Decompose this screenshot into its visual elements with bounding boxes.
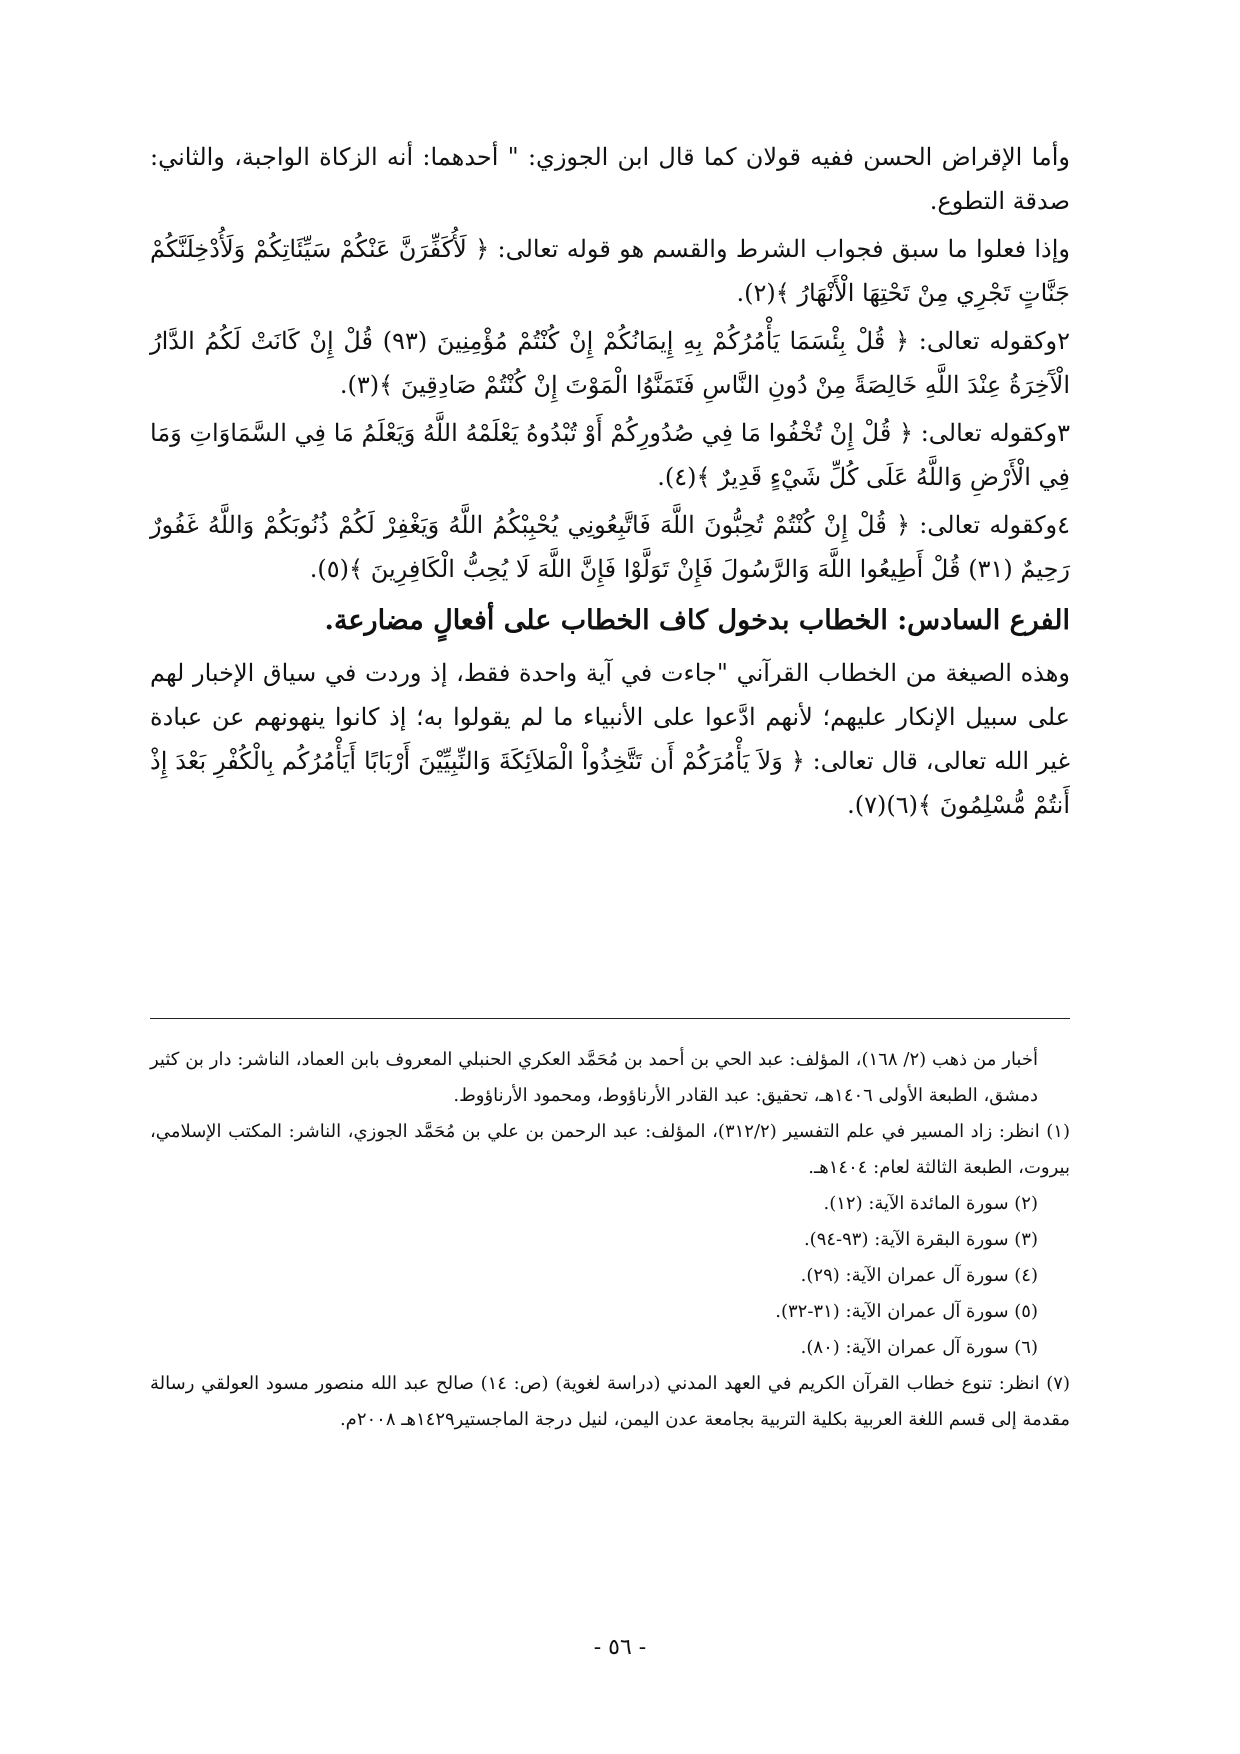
page-body bbox=[150, 135, 1070, 827]
page-number: - ٥٦ - bbox=[593, 1635, 647, 1660]
footnotes bbox=[150, 1042, 1070, 1438]
paragraph-example-3: ٣وكقوله تعالى: ﴿ قُلْ إِنْ تُخْفُوا مَا فِي صُدُورِكُمْ أَوْ تُبْدُوهُ يَعْلَمْهُ اللَّهُ وَيَعْلَمُ مَا فِي السَّمَاوَاتِ وَمَا فِي الْأَرْضِ وَاللَّهُ عَلَى كُلِّ شَيْءٍ قَدِيرٌ ﴾(٤). bbox=[150, 419, 1070, 491]
closing-text bbox=[150, 651, 1070, 827]
paragraph-condition-answer: وإذا فعلوا ما سبق فجواب الشرط والقسم هو قوله تعالى: ﴿ لَأُكَفِّرَنَّ عَنْكُمْ سَيِّئَاتِكُمْ وَلَأُدْخِلَنَّكُمْ جَنَّاتٍ تَجْرِي مِنْ تَحْتِهَا الْأَنْهَارُ ﴾(٢). bbox=[150, 235, 1070, 307]
footnote-3: (٣) سورة البقرة الآية: (٩٣-٩٤). bbox=[803, 1229, 1038, 1250]
footnote-2: (٢) سورة المائدة الآية: (١٢). bbox=[823, 1193, 1038, 1214]
footnote-1: (١) انظر: زاد المسير في علم التفسير (٣١٢/٢)، المؤلف: عبد الرحمن بن علي بن مُحَمَّد الجوزي، الناشر: المكتب الإسلامي، بيروت، الطبعة الثالثة لعام: ١٤٠٤هـ. bbox=[150, 1121, 1070, 1178]
paragraph-ibn-jawzi: وأما الإقراض الحسن ففيه قولان كما قال ابن الجوزي: " أحدهما: أنه الزكاة الواجبة، والثاني: صدقة التطوع. bbox=[150, 143, 1070, 215]
footnote-continuation: أخبار من ذهب (٢/ ١٦٨)، المؤلف: عبد الحي بن أحمد بن مُحَمَّد العكري الحنبلي المعروف بابن العماد، الناشر: دار بن كثير دمشق، الطبعة الأولى ١٤٠٦هـ، تحقيق: عبد القادر الأرناؤوط، ومحمود الأرناؤوط. bbox=[150, 1049, 1038, 1106]
paragraph-closing: وهذه الصيغة من الخطاب القرآني "جاءت في آية واحدة فقط، إذ وردت في سياق الإخبار لهم على سبيل الإنكار عليهم؛ لأنهم ادَّعوا على الأنبياء ما لم يقولوا به؛ إذ كانوا ينهونهم عن عبادة غير الله تعالى، قال تعالى: ﴿ وَلاَ يَأْمُرَكُمْ أَن تَتَّخِذُواْ الْمَلاَئِكَةَ وَالنِّبِيِّيْنَ أَرْبَابًا أَيَأْمُرُكُم بِالْكُفْرِ بَعْدَ إِذْ أَنتُمْ مُّسْلِمُونَ ﴾(٦)(٧). bbox=[150, 659, 1070, 819]
footnote-divider bbox=[150, 1018, 1070, 1019]
footnote-7: (٧) انظر: تنوع خطاب القرآن الكريم في العهد المدني (دراسة لغوية) (ص: ١٤) صالح عبد الله منصور مسود العولقي رسالة مقدمة إلى قسم اللغة العربية بكلية التربية بجامعة عدن اليمن، لنيل درجة الماجستير١٤٢٩هـ ٢٠٠٨م. bbox=[150, 1373, 1070, 1430]
paragraph-example-4: ٤وكقوله تعالى: ﴿ قُلْ إِنْ كُنْتُمْ تُحِبُّونَ اللَّهَ فَاتَّبِعُونِي يُحْبِبْكُمُ اللَّهُ وَيَغْفِرْ لَكُمْ ذُنُوبَكُمْ وَاللَّهُ غَفُورٌ رَحِيمٌ (٣١) قُلْ أَطِيعُوا اللَّهَ وَالرَّسُولَ فَإِنْ تَوَلَّوْا فَإِنَّ اللَّهَ لَا يُحِبُّ الْكَافِرِينَ ﴾(٥). bbox=[150, 511, 1070, 583]
body-text bbox=[150, 135, 1070, 591]
paragraph-example-2: ٢وكقوله تعالى: ﴿ قُلْ بِئْسَمَا يَأْمُرُكُمْ بِهِ إِيمَانُكُمْ إِنْ كُنْتُمْ مُؤْمِنِينَ (٩٣) قُلْ إِنْ كَانَتْ لَكُمُ الدَّارُ الْآَخِرَةُ عِنْدَ اللَّهِ خَالِصَةً مِنْ دُونِ النَّاسِ فَتَمَنَّوُا الْمَوْتَ إِنْ كُنْتُمْ صَادِقِينَ ﴾(٣). bbox=[150, 327, 1071, 399]
footnote-5: (٥) سورة آل عمران الآية: (٣١-٣٢). bbox=[775, 1301, 1038, 1322]
section-heading: الفرع السادس: الخطاب بدخول كاف الخطاب على أفعالٍ مضارعة. bbox=[324, 605, 1070, 636]
footnote-4: (٤) سورة آل عمران الآية: (٢٩). bbox=[800, 1265, 1038, 1286]
footnote-6: (٦) سورة آل عمران الآية: (٨٠). bbox=[800, 1337, 1038, 1358]
